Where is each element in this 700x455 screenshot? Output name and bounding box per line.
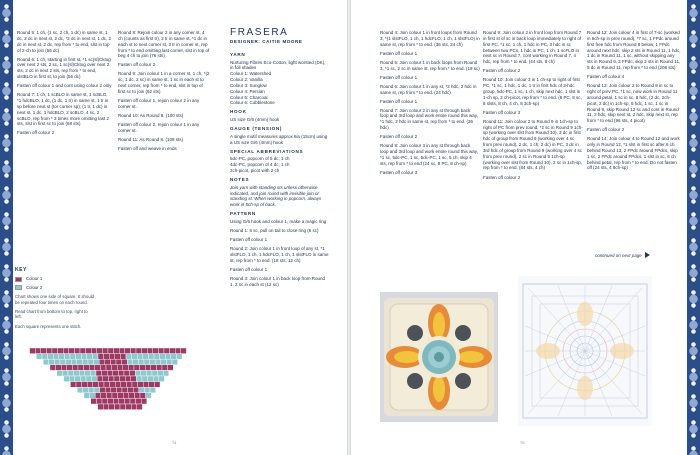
chart-stitch-cell <box>146 393 152 399</box>
chart-stitch-cell <box>74 370 80 376</box>
key-note: Each square represents one stitch. <box>15 323 82 329</box>
chart-stitch-cell <box>142 348 148 354</box>
abbreviation-line: 5dc-PC, popcorn of 5 dc; 1 ch <box>230 156 290 162</box>
chart-stitch-cell <box>141 370 147 376</box>
chart-stitch-cell <box>110 382 116 388</box>
chart-stitch-cell <box>114 404 120 410</box>
chart-stitch-cell <box>158 348 164 354</box>
chart-stitch-cell <box>153 376 159 382</box>
chart-stitch-cell <box>36 354 42 360</box>
chart-stitch-cell <box>87 354 93 360</box>
chart-stitch-cell <box>151 365 157 371</box>
yarn-line: Colour 5: Charcoal <box>230 94 268 100</box>
chart-stitch-cell <box>114 348 120 354</box>
chart-stitch-cell <box>99 359 105 365</box>
chart-stitch-cell <box>46 348 52 354</box>
right-column-2 <box>483 30 583 184</box>
chart-stitch-cell <box>140 393 146 399</box>
chart-stitch-cell <box>78 365 84 371</box>
pattern-round: Fasten off colour 2 <box>380 134 418 140</box>
chart-stitch-cell <box>90 370 96 376</box>
chart-stitch-cell <box>143 382 149 388</box>
pattern-round: Round 8: Join colour 3 in any st through back loop and 3rd loop and work entire round this way, *1 sc, 5dc-PC, 1 sc, 5dc-PC, 1 sc, 5 ch, skip 4 sts, rep from * to end (24 sc, 8 PC, 8 ch-sp) <box>380 143 478 166</box>
yarn-line: Nurturing Fibres Eco-Cotton, light worsted (DK), in foll shades <box>230 59 326 71</box>
frasera-column <box>230 27 330 291</box>
chart-stitch-cell <box>61 365 67 371</box>
right-page-number: 75 <box>520 440 525 445</box>
chart-stitch-cell <box>139 387 145 393</box>
chart-stitch-cell <box>66 359 72 365</box>
pattern-round: Round 3: Join colour 1 in back loop from Round 1, 2 sc in each st (12 sc) <box>230 275 326 287</box>
chart-stitch-cell <box>109 354 115 360</box>
pattern-round: Round 5: 1 ch, (1 sc, 2 ch, 1 dc) in same st, 1 dc, 2 dc in next st, 2 dc, *2 dc in next st, 1 dc, 2 dc in next st, 2 dc, rep from * to end, slst in top of 2-ch to join (56 dc) <box>17 30 112 53</box>
left-column-2 <box>118 30 210 155</box>
chart-stitch-cell <box>144 387 150 393</box>
chart-stitch-cell <box>91 398 97 404</box>
chart-stitch-cell <box>150 359 156 365</box>
chart-stitch-cell <box>42 354 48 360</box>
chart-stitch-cell <box>130 370 136 376</box>
chart-stitch-cell <box>115 354 121 360</box>
chart-stitch-cell <box>100 365 106 371</box>
chart-stitch-cell <box>77 387 83 393</box>
crochet-square-illustration <box>380 292 498 422</box>
chart-stitch-cell <box>98 404 104 410</box>
pattern-round: Fasten off colour 2 <box>483 68 521 74</box>
chart-stitch-cell <box>134 365 140 371</box>
chart-stitch-cell <box>111 387 117 393</box>
chart-stitch-cell <box>92 376 98 382</box>
abbreviation-line: 2ch-picot, picot with 2 ch <box>230 168 280 174</box>
chart-stitch-cell <box>86 348 92 354</box>
right-border-pattern <box>687 0 700 455</box>
chart-stitch-cell <box>86 376 92 382</box>
yarn-line: Colour 6: Cobblestone <box>230 100 275 106</box>
chart-stitch-cell <box>43 359 49 365</box>
colour-1-swatch <box>15 277 22 282</box>
chart-stitch-cell <box>162 365 168 371</box>
chart-stitch-cell <box>122 359 128 365</box>
pattern-round: Round 12: Join colour 4 in first of 7-sc (worked in 6ch-sp in prev round), *7 sc, 1 FPdc around first free hdc from Round 8 below, 1 FPdc around next hdc, skip 2 sts in Round 11, 1 hdc, 1 dc in Round 11, 1 sc, without skipping any sts in Round 9, 2 FPdc, skip 2 sts in Round 11, 5 dc in Round 11, rep from * to end (208 sts) <box>587 30 681 71</box>
chart-stitch-cell <box>120 404 126 410</box>
chart-stitch-cell <box>112 393 118 399</box>
chart-stitch-cell <box>75 376 81 382</box>
chart-stitch-cell <box>154 382 160 388</box>
chart-stitch-cell <box>98 354 104 360</box>
chart-stitch-cell <box>94 359 100 365</box>
chart-stitch-cell <box>76 354 82 360</box>
pattern-round: Fasten off colour 2 <box>17 130 55 136</box>
chart-stitch-cell <box>121 382 127 388</box>
chart-stitch-cell <box>105 359 111 365</box>
chart-stitch-cell <box>101 393 107 399</box>
chart-stitch-cell <box>82 359 88 365</box>
chart-stitch-cell <box>92 354 98 360</box>
chart-stitch-cell <box>166 359 172 365</box>
chart-stitch-cell <box>114 376 120 382</box>
chart-stitch-cell <box>30 348 36 354</box>
yarn-line: Colour 3: Sunglow <box>230 82 267 88</box>
key-note: Chart shows one side of square. It should be repeated four times on each round. <box>15 294 95 305</box>
crochet-symbol-diagram <box>518 276 652 426</box>
chart-stitch-cell <box>97 376 103 382</box>
pattern-round: Fasten off colour 1, rejoin colour 2 in any corner st. <box>118 98 200 109</box>
chart-stitch-cell <box>74 348 80 354</box>
chart-stitch-cell <box>136 376 142 382</box>
chart-stitch-cell <box>158 370 164 376</box>
chart-stitch-cell <box>35 348 41 354</box>
yarn-heading: YARN <box>230 51 246 57</box>
chart-stitch-cell <box>141 398 147 404</box>
chart-stitch-cell <box>56 365 62 371</box>
chart-stitch-cell <box>113 398 119 404</box>
chart-stitch-cell <box>115 382 121 388</box>
right-column-3 <box>587 30 681 175</box>
chart-stitch-cell <box>120 354 126 360</box>
chart-stitch-cell <box>128 365 134 371</box>
chart-stitch-cell <box>71 359 77 365</box>
chart-stitch-cell <box>154 354 160 360</box>
chart-stitch-cell <box>171 354 177 360</box>
chart-stitch-cell <box>135 370 141 376</box>
chart-stitch-cell <box>98 382 104 388</box>
chart-stitch-cell <box>149 382 155 388</box>
chart-stitch-cell <box>134 393 140 399</box>
stitch-chart <box>20 348 196 412</box>
pattern-round: Round 7: 1 ch, 1 scBLO in same st, 1 scBLO, *1 hdcBLO, 1 dc, (1 dc, 1 tr) in same st, 1 tr in sp before next st (tor corner sp), (1 tr, 1 dc) in next st, 1 dc, 1 hdcBLO, 2 scBLO, 4 sc, 2 scBLO, rep from * 3 times more omitting last 2 sts, slst in first sc to join (68 sts) <box>17 92 110 127</box>
chart-stitch-cell <box>133 387 139 393</box>
chart-stitch-cell <box>70 354 76 360</box>
chart-stitch-cell <box>88 387 94 393</box>
key-item-label: Colour 1 <box>26 276 43 282</box>
chart-stitch-cell <box>142 376 148 382</box>
chart-stitch-cell <box>112 365 118 371</box>
pattern-round: Round 7: Join colour 2 in any st through back loop and 3rd loop and work entire round this way, *1 hdc, 2 hdc in same st, rep from * to end. (36 hdc) <box>380 107 478 131</box>
chart-stitch-cell <box>140 365 146 371</box>
pattern-round: Fasten off colour 1 <box>230 237 268 242</box>
chart-stitch-cell <box>116 387 122 393</box>
chart-stitch-cell <box>125 348 131 354</box>
chart-stitch-cell <box>175 348 181 354</box>
hook-text: US size G/6 (4mm) hook <box>230 117 280 123</box>
chart-stitch-cell <box>160 354 166 360</box>
chart-stitch-cell <box>119 348 125 354</box>
chart-stitch-cell <box>128 387 134 393</box>
chart-stitch-cell <box>118 393 124 399</box>
pattern-round: Round 9: Join colour 1 in a corner st, 1 ch, *(2 sc, 1 dc, 2 sc) in same st, 1 sc in each st to next corner, rep from * to end, slst in top of first sc to join (92 sts) <box>118 71 210 94</box>
chart-stitch-cell <box>60 359 66 365</box>
chart-stitch-cell <box>48 354 54 360</box>
chart-key <box>15 268 95 329</box>
chart-stitch-cell <box>144 359 150 365</box>
chart-stitch-cell <box>53 354 59 360</box>
chart-stitch-cell <box>123 393 129 399</box>
chart-stitch-cell <box>116 359 122 365</box>
chart-stitch-cell <box>126 404 132 410</box>
pattern-round: Fasten off colour 2 <box>483 174 521 180</box>
pattern-round: Fasten off colour 1 <box>380 50 418 56</box>
chart-stitch-cell <box>170 348 176 354</box>
chart-stitch-cell <box>49 359 55 365</box>
chart-stitch-cell <box>102 398 108 404</box>
chart-stitch-cell <box>148 354 154 360</box>
chart-stitch-cell <box>106 393 112 399</box>
chart-stitch-cell <box>124 398 130 404</box>
chart-stitch-cell <box>136 348 142 354</box>
designer-credit: DESIGNER: CAITIE MOORE <box>230 38 303 44</box>
chart-stitch-cell <box>79 370 85 376</box>
chart-stitch-cell <box>138 359 144 365</box>
yarn-line: Colour 4: Persian <box>230 88 265 94</box>
chart-stitch-cell <box>80 348 86 354</box>
key-note: Read chart from bottom to top, right to left. <box>15 309 88 320</box>
chart-stitch-cell <box>84 393 90 399</box>
chart-stitch-cell <box>103 376 109 382</box>
pattern-round: Fasten off colour 2, rejoin colour 1 in any corner st. <box>118 121 200 133</box>
chart-stitch-cell <box>131 404 137 410</box>
chart-stitch-cell <box>131 376 137 382</box>
gauge-heading: GAUGE (TENSION) <box>230 125 283 131</box>
pattern-round: Round 11: As Round 8. (108 sts) <box>118 136 183 142</box>
pattern-round: Fasten off colour 2 <box>118 62 156 68</box>
chart-stitch-cell <box>156 365 162 371</box>
left-border-pattern <box>0 0 13 455</box>
chart-stitch-cell <box>120 376 126 382</box>
pattern-round: Round 5: Join colour 1 in back loops from Round 3, *1 sc, 2 sc in same st, rep from * to end. (18 sc) <box>380 59 480 71</box>
pattern-round: Round 6: Join colour 1 in any st, *2 hdc, 2 hdc in same st, rep from * to end. (24 hdc) <box>380 83 477 95</box>
pattern-round: Fasten off colour 3 <box>380 169 418 175</box>
abbreviation-line: 4dc-PC, popcorn of 4 dc; 1 ch <box>230 162 290 168</box>
key-title: KEY <box>15 267 27 273</box>
chart-stitch-cell <box>102 370 108 376</box>
pattern-round: Fasten off and weave in ends <box>118 145 177 151</box>
chart-stitch-cell <box>108 398 114 404</box>
chart-stitch-cell <box>69 348 75 354</box>
pattern-round: Round 14: Join colour 4 to Round 12 and work only in Round 12, *1 slst in first sc after 6 ch behind Round 13, 2 FPdc around FPdcs, skip 1 sc, 2 FPdc around FPdcs, 1 slst in sc, 6 ch behind petal, rep from * to end. Do not fasten off (24 sts, 4 8ch-sp) <box>587 136 680 171</box>
pattern-round: Fasten off colour 4 <box>587 74 625 80</box>
chart-stitch-cell <box>69 376 75 382</box>
yarn-line: Colour 2: Vanilla <box>230 77 263 83</box>
chart-stitch-cell <box>108 376 114 382</box>
yarn-line: Colour 1: Watershed <box>230 71 272 77</box>
left-column-1 <box>17 30 113 139</box>
pattern-round: Round 10: Join colour 3 in 1 ch-sp to right of first PC, *1 sc, 1 hdc, 1 dc, 1 tr in first hdc of 3-hdc group, 5dc-PC, 1 sc, 1 ch, skip next hdc, 1 slst in 1-ch sp, 2 ch-picot, rep from * to end. (8 PC, 8 sc, 8 slsts, 8 ch, 4 ch, 8 3ch-sp) <box>483 77 582 106</box>
chart-stitch-cell <box>52 348 58 354</box>
chart-stitch-cell <box>91 348 97 354</box>
notes-heading: NOTES <box>230 176 250 182</box>
gauge-text: A single motif measures approx 6in (15cm) using a US size G/6 (4mm) hook <box>230 133 328 145</box>
pattern-round: Round 2: Join colour 1 in front loop of any st, *1 slstFLO, 1 ch, 1 hdcFLO, 1 ch, 1 slstFLO in same st, rep from * to end. (18 sts, 12 ch) <box>230 246 329 263</box>
chart-stitch-cell <box>124 370 130 376</box>
chart-stitch-cell <box>130 348 136 354</box>
chart-stitch-cell <box>67 365 73 371</box>
chart-stitch-cell <box>59 354 65 360</box>
chart-stitch-cell <box>108 348 114 354</box>
chart-stitch-cell <box>122 387 128 393</box>
chart-stitch-cell <box>113 370 119 376</box>
chart-stitch-cell <box>155 359 161 365</box>
chart-stitch-cell <box>148 376 154 382</box>
chart-stitch-cell <box>62 370 68 376</box>
chart-stitch-cell <box>161 359 167 365</box>
chart-stitch-cell <box>181 348 187 354</box>
chart-stitch-cell <box>87 382 93 388</box>
chart-stitch-cell <box>105 387 111 393</box>
chart-stitch-cell <box>94 387 100 393</box>
pattern-round: Round 11: Join colour 2 to Round 9 in 1ch-sp to right of PC from prev round, *2 sc in Round 9 1ch-sp (working over slst from Round 10), 3 dc in first hdc of group from Round 9 (working over 4 sc from prev round), 2 dc, 1 ch, 2 dc) in PC, 3 dc in 3rd hdc of group from Round 9 (working over 4 sc from prev round), 2 sc in Round 9 1ch-sp (working over slst from Round 10), 2 sc in 1ch-sp, rep from * to end. (84 sts, 4 ch) <box>483 118 583 171</box>
chart-stitch-cell <box>93 382 99 388</box>
notes-text: Join yarn with standing sts unless otherwise indicated, and join round with invisible join or standing st. When working in popcorn, always work in 5ch-sp of back. <box>230 184 322 208</box>
colour-2-swatch <box>15 285 22 290</box>
chart-stitch-cell <box>137 354 143 360</box>
continued-note <box>595 252 650 258</box>
chart-stitch-cell <box>136 398 142 404</box>
chart-stitch-cell <box>104 354 110 360</box>
chart-stitch-cell <box>153 348 159 354</box>
chart-stitch-cell <box>72 365 78 371</box>
chart-stitch-cell <box>82 382 88 388</box>
chart-stitch-cell <box>106 365 112 371</box>
chart-stitch-cell <box>77 359 83 365</box>
chart-stitch-cell <box>176 354 182 360</box>
chart-stitch-cell <box>110 359 116 365</box>
chart-stitch-cell <box>102 348 108 354</box>
chart-stitch-cell <box>146 370 152 376</box>
chart-stitch-cell <box>95 365 101 371</box>
chart-stitch-cell <box>95 393 101 399</box>
chart-stitch-cell <box>123 365 129 371</box>
chart-stitch-cell <box>50 365 56 371</box>
pattern-round: Round 9: Join colour 2 in front loop from Round 7 in first st of sc in back loop immediately to right of first PC, *1 sc, 1 ch, 1 hdc in PC, 3 hdc in sc between two PCs, 1 hdc in PC, 1 ch, 1 scFLO in next sc in Round 7, cont working in Round 7, 4 hdc, rep from * to end. (44 sts, 8 ch) <box>483 30 582 65</box>
chart-stitch-cell <box>96 398 102 404</box>
diagram-illustration <box>518 276 652 426</box>
chart-stitch-cell <box>145 365 151 371</box>
chart-stitch-cell <box>138 382 144 388</box>
chart-stitch-cell <box>97 348 103 354</box>
chart-stitch-cell <box>117 365 123 371</box>
chart-stitch-cell <box>164 348 170 354</box>
chart-stitch-cell <box>119 398 125 404</box>
chart-stitch-cell <box>109 404 115 410</box>
pattern-round: Fasten off colour 2 <box>587 127 625 133</box>
chart-stitch-cell <box>159 376 165 382</box>
chart-stitch-cell <box>57 370 63 376</box>
chart-stitch-cell <box>96 370 102 376</box>
chart-stitch-cell <box>58 348 64 354</box>
chart-stitch-cell <box>129 393 135 399</box>
chart-stitch-cell <box>127 359 133 365</box>
pattern-round: Fasten off colour 3 <box>483 109 521 115</box>
chart-stitch-cell <box>132 382 138 388</box>
continued-text: continued on next page <box>595 252 642 258</box>
chart-stitch-cell <box>81 354 87 360</box>
pattern-round: Fasten off colour 1 <box>380 98 418 104</box>
chart-stitch-cell <box>100 387 106 393</box>
chart-stitch-cell <box>104 382 110 388</box>
chart-stitch-cell <box>165 354 171 360</box>
chart-stitch-cell <box>130 398 136 404</box>
chart-stitch-cell <box>88 359 94 365</box>
pattern-round: Round 4: Join colour 1 in front loops from Round 3, *(1 slstFLO, 1 ch, 1 hdcFLO, 1 ch, 1 slstFLO) in same st, rep from * to end. (36 sts, 24 ch) <box>380 30 480 47</box>
pattern-heading: PATTERN <box>230 211 256 217</box>
chart-stitch-cell <box>85 370 91 376</box>
left-page-number: 74 <box>172 440 177 445</box>
chart-stitch-cell <box>90 393 96 399</box>
chart-stitch-cell <box>143 354 149 360</box>
chart-stitch-cell <box>150 387 156 393</box>
chart-stitch-cell <box>84 365 90 371</box>
chart-stitch-cell <box>54 359 60 365</box>
pattern-round: Fasten off colour 1 and cont using colour 2 only <box>17 83 112 89</box>
pattern-round: Round 10: As Round 8. (100 sts) <box>118 112 184 118</box>
chart-stitch-cell <box>147 348 153 354</box>
chart-stitch-cell <box>118 370 124 376</box>
right-column-1 <box>380 30 480 179</box>
arrow-right-icon <box>645 252 650 258</box>
chart-stitch-cell <box>64 376 70 382</box>
key-item <box>15 285 95 290</box>
chart-stitch-cell <box>132 354 138 360</box>
pattern-round: Round 1: 6 sc, pull on tail to close ring (6 sc) <box>230 227 319 233</box>
chart-stitch-cell <box>64 354 70 360</box>
chart-stitch-cell <box>168 365 174 371</box>
chart-stitch-cell <box>70 382 76 388</box>
pattern-round: Fasten off colour 1 <box>380 74 418 80</box>
chart-stitch-cell <box>172 359 178 365</box>
chart-stitch-cell <box>83 387 89 393</box>
chart-stitch-cell <box>163 370 169 376</box>
key-item <box>15 276 95 281</box>
pattern-round: Round 8: Rejoin colour 2 in any corner st, 4 ch (counts as first tr), 2 tr in same st, *1 dc in each st to next corner st, 3 tr in corner st, rep from * to end omitting last corner, slst in top of beg 4 ch to join (76 sts) <box>118 30 210 59</box>
chart-stitch-cell <box>126 382 132 388</box>
chart-stitch-cell <box>137 404 143 410</box>
chart-stitch-cell <box>133 359 139 365</box>
chart-stitch-cell <box>125 376 131 382</box>
chart-stitch-cell <box>89 365 95 371</box>
crochet-square-photo <box>380 292 498 422</box>
pattern-round: Fasten off colour 1 <box>230 266 268 272</box>
chart-stitch-cell <box>107 370 113 376</box>
chart-stitch-cell <box>76 382 82 388</box>
chart-stitch-cell <box>41 348 47 354</box>
chart-stitch-cell <box>126 354 132 360</box>
chart-stitch-cell <box>63 348 69 354</box>
chart-stitch-cell <box>68 370 74 376</box>
chart-stitch-cell <box>80 376 86 382</box>
key-item-label: Colour 2 <box>26 284 43 290</box>
pattern-round: Round 6: 1 ch, starting in first st, *1 sc(sl)Cktog over next 2 sts, 2 sc, 1 sc(sl)Cktog over next 2 sts, 2 dc in next 2 sts, rep from * to end, slstBLO in first st, to join (56 dc) <box>17 56 111 80</box>
pattern-round: Using G/6 hook and colour 1, make a magic ring <box>230 218 327 224</box>
pattern-title: FRASERA <box>230 27 289 38</box>
hook-heading: HOOK <box>230 109 247 115</box>
chart-stitch-cell <box>103 404 109 410</box>
pattern-round: Round 13: Join colour 2 to Round 9 in sc to right of prev PC, *1 sc, now work in Round 11 around petal, 1 sc in sc, 8 hdc, (2 dc, 2ch-picot, 2 dc) in 1ch-sp, 6 hdc, 1 sc, 1 sc in Round 9, skip Round 12 sc and cont in Round 11, 2 hdc, skip next st, 2 hdc, skip next st, rep from * to end (96 sts, 4 picot) <box>587 83 679 124</box>
chart-stitch-cell <box>152 370 158 376</box>
abbreviations-heading: SPECIAL ABBREVIATIONS <box>230 148 304 154</box>
